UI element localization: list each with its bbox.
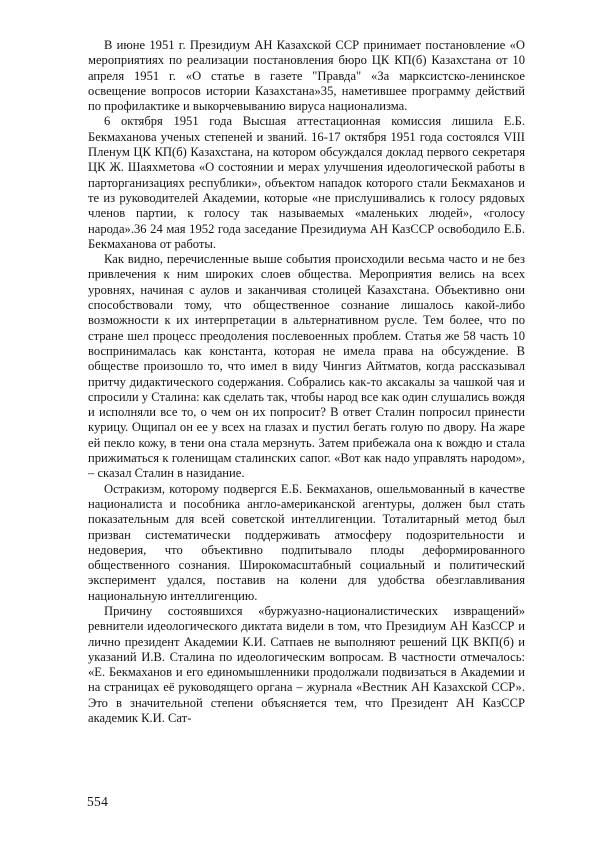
paragraph-5: Причину состоявшихся «буржуазно-националистических извращений» ревнители идеологического диктата видели в том, что Президиум АН КазССР и лично президент Академии К.И. Сатпаев не выполняют решений ЦК ВКП(б) и указаний И.В. Сталина по идеологическим вопросам. В частности отмечалось: «Е. Бекмаханов и его единомышленники продолжали подвизаться в Академии и на страницах её руководящего органа – журнала «Вестник АН Казахской ССР». Это в значительной степени объясняется тем, что Президент АН КазССР академик К.И. Сат- [88, 603, 525, 726]
body-text [88, 38, 525, 726]
paragraph-4: Остракизм, которому подвергся Е.Б. Бекмаханов, ошельмованный в качестве националиста и пособника англо-американской агентуры, должен был стать показательным для всей советской интеллигенции. Тоталитарный метод был призван систематически поддерживать атмосферу подозрительности и недоверия, что объективно подпитывало плоды деформированного общественного сознания. Широкомасштабный социальный и политический эксперимент удался, поставив на колени для удобства обезглавливания национальную интеллигенцию. [88, 481, 525, 603]
paragraph-1: В июне 1951 г. Президиум АН Казахской ССР принимает постановление «О мероприятиях по реализации постановления бюро ЦК КП(б) Казахстана от 10 апреля 1951 г. «О статье в газете "Правда" «За марксистско-ленинское освещение вопросов истории Казахстана»35, наметившее программу действий по профилактике и выкорчевыванию вируса национализма. [88, 38, 525, 114]
paragraph-2: 6 октября 1951 года Высшая аттестационная комиссия лишила Е.Б. Бекмаханова ученых степеней и званий. 16-17 октября 1951 года состоялся VIII Пленум ЦК КП(б) Казахстана, на котором обсуждался доклад первого секретаря ЦК Ж. Шаяхметова «О состоянии и мерах улучшения идеологической работы в парторганизациях республики», объектом нападок которого стали Бекмаханов и те из руководителей Академии, которые «не прислушивались к голосу рядовых членов партии, к голосу так называемых «маленьких людей», «голосу народа».36 24 мая 1952 года заседание Президиума АН КазССР освободило Е.Б. Бекмаханова от работы. [88, 114, 525, 251]
paragraph-3: Как видно, перечисленные выше события происходили весьма часто и не без привлечения к ним широких слоев общества. Мероприятия велись на всех уровнях, начиная с аулов и заканчивая столицей Казахстана. Объективно они способствовали тому, что общественное сознание лишалось какой-либо возможности к их интерпретации в альтернативном русле. Тем более, что по стране шел процесс преодоления послевоенных проблем. Статья же 58 часть 10 воспринималась как константа, которая не имела права на обсуждение. В обществе произошло то, что имел в виду Чингиз Айтматов, когда рассказывал притчу дидактического содержания. Собрались как-то аксакалы за чашкой чая и спросили у Сталина: как сделать так, чтобы народ все как один слушались вождя и исполняли все то, о чем он их попросит? В ответ Сталин попросил принести курицу. Ощипал он ее у всех на глазах и пустил бегать голую по двору. На жаре ей пекло кожу, в тени она стала мерзнуть. Затем прибежала она к вождю и стала прижиматься к голенищам сталинских сапог. «Вот как надо управлять народом», – сказал Сталин в назидание. [88, 252, 525, 481]
page-number: 554 [87, 794, 109, 809]
